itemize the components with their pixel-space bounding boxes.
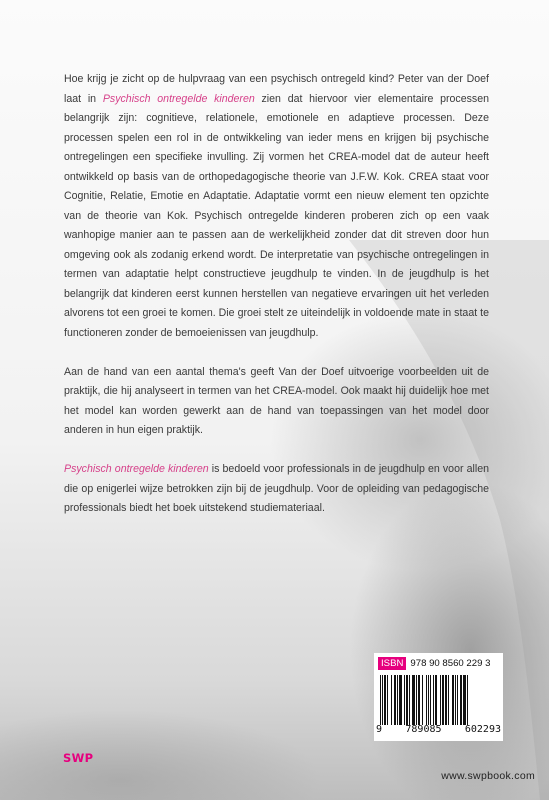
- barcode-bar: [387, 675, 388, 725]
- barcode-bar: [467, 675, 468, 725]
- isbn-label: ISBN: [378, 657, 406, 670]
- barcode-bar: [409, 675, 410, 725]
- isbn-barcode-block: [374, 653, 503, 741]
- book-title-highlight: Psychisch ontregelde kinderen: [102, 92, 255, 105]
- barcode-bar: [397, 675, 398, 725]
- blurb-paragraph-2: [64, 363, 489, 441]
- blurb-text: [64, 70, 489, 519]
- barcode-bar: [404, 675, 405, 725]
- isbn-number: 978 90 8560 229 3: [410, 658, 491, 669]
- barcode-bar: [412, 675, 415, 725]
- publisher-logo: SWP: [63, 751, 94, 765]
- barcode-bar: [440, 675, 441, 725]
- barcode-bar: [457, 675, 458, 725]
- barcode-bar: [399, 675, 402, 725]
- barcode-bar: [430, 675, 431, 725]
- blurb-text-run: is bedoeld voor professionals in de jeugdhulp en voor allen die op enigerlei wijze betrokken zijn bij de jeugdhulp. Voor de opleiding van pedagogische professionals biedt het boek uitstekend studiemateriaal.: [64, 463, 489, 514]
- barcode-bar: [442, 675, 444, 725]
- barcode-digit-group: 789085: [405, 724, 442, 735]
- barcode-bar: [422, 675, 423, 725]
- barcode-bar: [391, 675, 392, 725]
- barcode-bar: [460, 675, 462, 725]
- barcode-bar: [418, 675, 420, 725]
- blurb-text-run: Aan de hand van een aantal thema's geeft Van der Doef uitvoerige voorbeelden uit de praktijk, die hij analyseert in termen van het CREA-model. Ook maakt hij duidelijk hoe met het model kan worden gewerkt aan de hand van toepassingen van het model door anderen in hun eigen praktijk.: [64, 365, 489, 436]
- barcode-bar: [463, 675, 466, 725]
- isbn-line: [378, 657, 490, 670]
- barcode-bar: [382, 675, 383, 725]
- book-title-highlight: Psychisch ontregelde kinderen: [64, 463, 209, 475]
- publisher-website: www.swpbook.com: [441, 770, 535, 782]
- blurb-paragraph-3: [64, 460, 489, 519]
- barcode-bar: [435, 675, 437, 725]
- blurb-text-run: Hoe krijg je zicht op de hulpvraag van een psychisch ontregeld kind? Peter van der Doef laat in: [64, 73, 489, 105]
- blurb-paragraph-1: [64, 70, 489, 343]
- barcode-bar: [426, 675, 427, 725]
- barcode-bar: [433, 675, 434, 725]
- barcode-digit-group: 9: [376, 724, 383, 735]
- barcode-bar: [380, 675, 381, 725]
- barcode-image: [380, 675, 498, 725]
- barcode-digit-group: 602293: [464, 724, 501, 735]
- barcode-bar: [416, 675, 417, 725]
- barcode-bar: [428, 675, 429, 725]
- barcode-bar: [455, 675, 456, 725]
- barcode-bar: [394, 675, 396, 725]
- barcode-bar: [452, 675, 454, 725]
- barcode-bar: [406, 675, 408, 725]
- blurb-text-run: zien dat hiervoor vier elementaire processen belangrijk zijn: cognitieve, relationele, emotionele en adaptieve processen. Deze processen spelen een rol in de ontwikkeling van ieder mens en krijgen bij psychische ontregelingen een specifieke invulling. Zij vormen het CREA-model dat de auteur heeft ontwikkeld op basis van de orthopedagogische theorie van J.F.W. Kok. CREA staat voor Cognitie, Relatie, Emotie en Adaptatie. Adaptatie vormt een nieuw element ten opzichte van de theorie van Kok. Psychisch ontregelde kinderen proberen zich op een vaak wanhopige manier aan te passen aan de werkelijkheid zonder dat dit streven door hun omgeving ook als zodanig erkend wordt. De interpretatie van psychische ontregelingen in termen van adaptatie helpt constructieve jeugdhulp te vinden. In de jeugdhulp is het belangrijk dat kinderen eerst kunnen herstellen van negatieve ervaringen uit het verleden alvorens tot een groei te komen. Die groei stelt ze uiteindelijk in voldoende mate in staat te functioneren zonder de bemoeienissen van jeugdhulp.: [64, 92, 490, 339]
- barcode-digits: [374, 724, 503, 735]
- barcode-bar: [448, 675, 449, 725]
- barcode-bar: [445, 675, 447, 725]
- barcode-bar: [384, 675, 386, 725]
